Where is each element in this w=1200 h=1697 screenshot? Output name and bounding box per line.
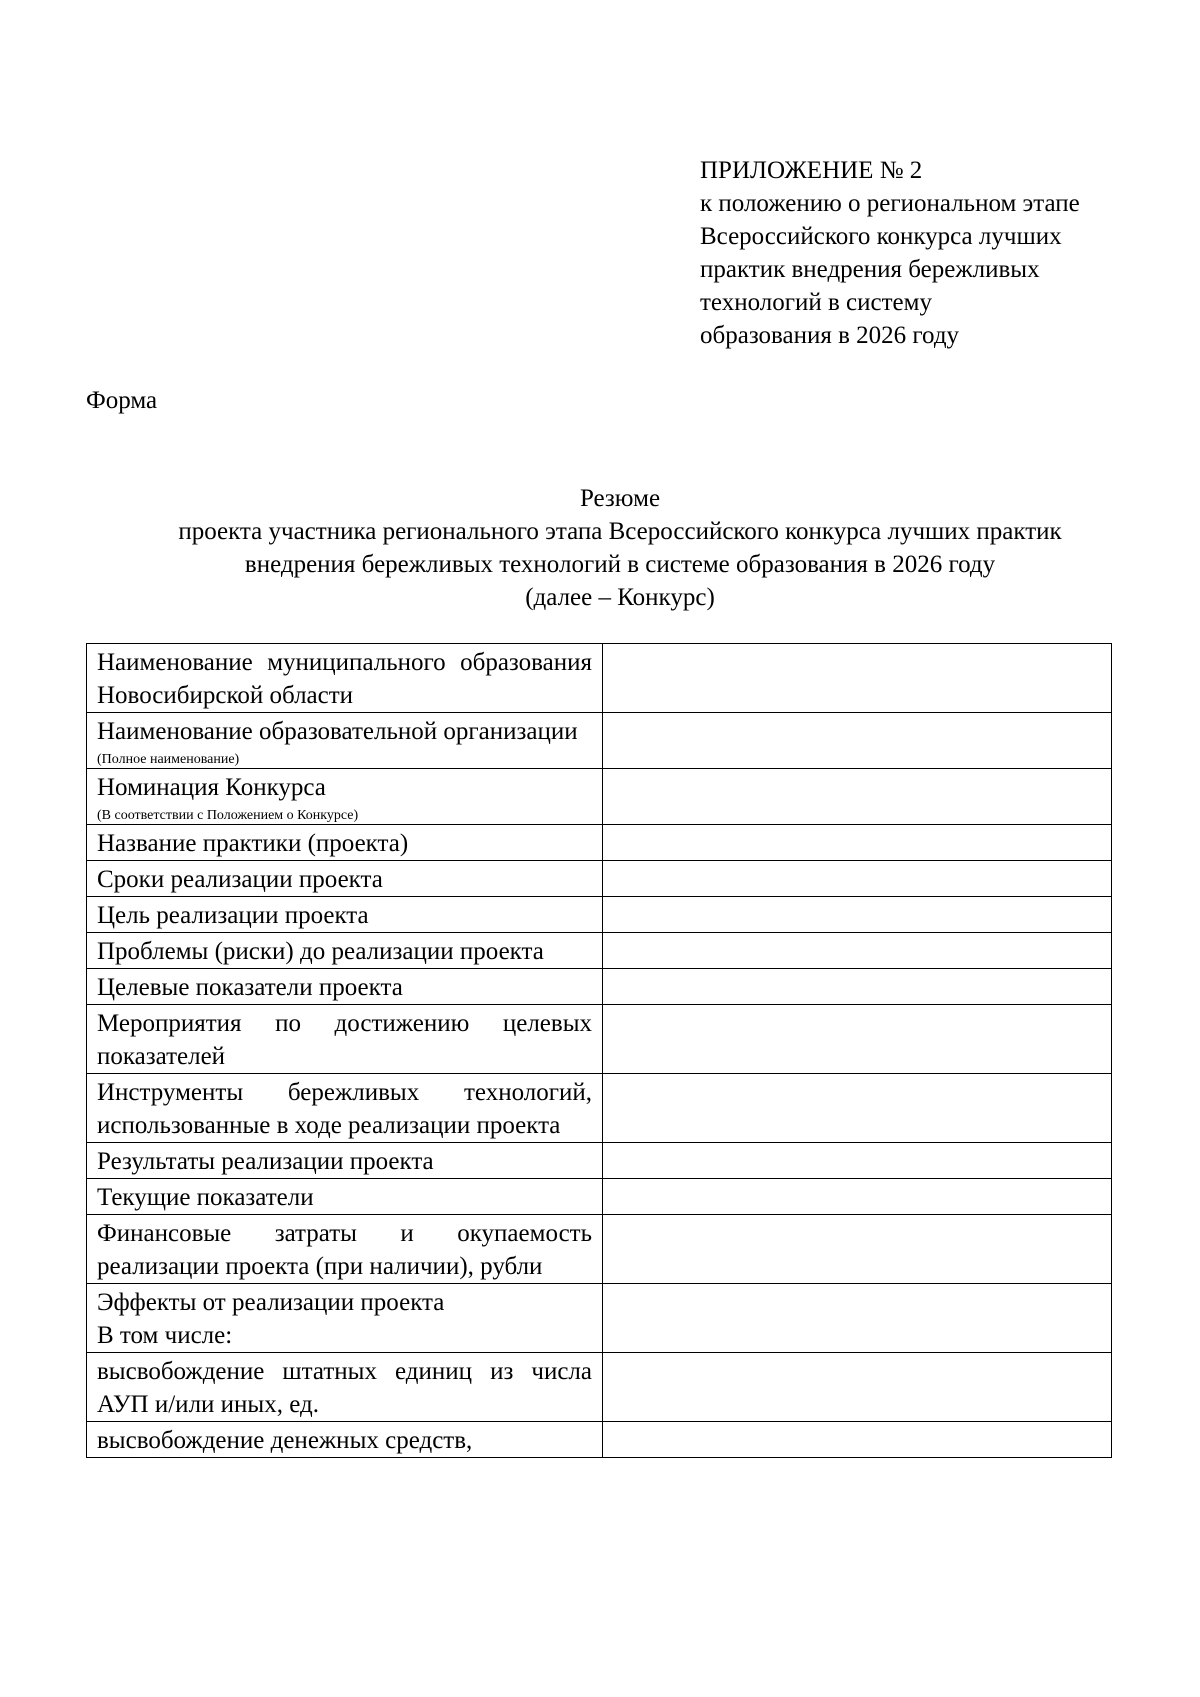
table-row xyxy=(87,933,1112,969)
table-row xyxy=(87,1284,1112,1353)
appendix-text-line: к положению о региональном этапе xyxy=(700,190,1080,217)
table-row xyxy=(87,1215,1112,1284)
row-label-text: Мероприятия по достижению целевых показателей xyxy=(97,1010,592,1070)
title-line: (далее – Конкурс) xyxy=(525,584,715,611)
table-row xyxy=(87,897,1112,933)
row-value-field[interactable] xyxy=(603,713,1112,769)
form-label: Форма xyxy=(86,387,158,414)
row-value-field[interactable] xyxy=(603,1215,1112,1284)
row-note: (Полное наименование) xyxy=(97,752,240,767)
table-row xyxy=(87,713,1112,769)
table-row xyxy=(87,1422,1112,1458)
row-sub-label: В том числе: xyxy=(97,1322,233,1349)
table-row xyxy=(87,861,1112,897)
title-line: внедрения бережливых технологий в системе образования в 2026 году xyxy=(244,551,996,578)
row-label-text: высвобождение денежных средств, xyxy=(97,1427,473,1454)
row-label-text: Наименование образовательной организации xyxy=(97,718,578,745)
row-label xyxy=(87,861,603,897)
row-label xyxy=(87,897,603,933)
row-label-text: Эффекты от реализации проекта xyxy=(97,1289,445,1316)
resume-table xyxy=(86,643,1112,1458)
row-label xyxy=(87,1422,603,1458)
row-value-field[interactable] xyxy=(603,1284,1112,1353)
row-label xyxy=(87,825,603,861)
row-value-field[interactable] xyxy=(603,1179,1112,1215)
appendix-text-line: практик внедрения бережливых xyxy=(700,256,1040,283)
table-row xyxy=(87,1074,1112,1143)
row-label-text: Наименование муниципального образования Новосибирской области xyxy=(97,649,592,709)
row-note: (В соответствии с Положением о Конкурсе) xyxy=(97,808,359,823)
row-value-field[interactable] xyxy=(603,1074,1112,1143)
row-value-field[interactable] xyxy=(603,1422,1112,1458)
appendix-text-line: технологий в систему xyxy=(700,289,932,316)
table-row xyxy=(87,1005,1112,1074)
row-value-field[interactable] xyxy=(603,769,1112,825)
table-row xyxy=(87,825,1112,861)
appendix-header xyxy=(700,154,1170,352)
row-value-field[interactable] xyxy=(603,933,1112,969)
row-label-text: Текущие показатели xyxy=(97,1184,314,1211)
row-value-field[interactable] xyxy=(603,1005,1112,1074)
row-label-text: Результаты реализации проекта xyxy=(97,1148,434,1175)
row-label xyxy=(87,769,603,825)
table-row xyxy=(87,769,1112,825)
row-label xyxy=(87,1284,603,1353)
title-line: проекта участника регионального этапа Всероссийского конкурса лучших практик xyxy=(178,518,1062,545)
row-label-text: Номинация Конкурса xyxy=(97,774,326,801)
table-row xyxy=(87,644,1112,713)
row-label xyxy=(87,1353,603,1422)
row-label xyxy=(87,1215,603,1284)
row-label xyxy=(87,933,603,969)
row-value-field[interactable] xyxy=(603,825,1112,861)
row-label xyxy=(87,1179,603,1215)
document-title xyxy=(60,482,1180,614)
row-value-field[interactable] xyxy=(603,644,1112,713)
row-label xyxy=(87,644,603,713)
row-label-text: Проблемы (риски) до реализации проекта xyxy=(97,938,544,965)
row-label xyxy=(87,1005,603,1074)
table-row xyxy=(87,1179,1112,1215)
appendix-text-line: Всероссийского конкурса лучших xyxy=(700,223,1062,250)
row-value-field[interactable] xyxy=(603,1353,1112,1422)
row-label xyxy=(87,1143,603,1179)
row-label-text: Инструменты бережливых технологий, использованные в ходе реализации проекта xyxy=(97,1079,592,1139)
table-row xyxy=(87,969,1112,1005)
row-label-text: Финансовые затраты и окупаемость реализации проекта (при наличии), рубли xyxy=(97,1220,592,1280)
row-value-field[interactable] xyxy=(603,861,1112,897)
row-label xyxy=(87,713,603,769)
table-row xyxy=(87,1353,1112,1422)
appendix-number: ПРИЛОЖЕНИЕ № 2 xyxy=(700,157,923,184)
row-value-field[interactable] xyxy=(603,897,1112,933)
table-row xyxy=(87,1143,1112,1179)
title-heading: Резюме xyxy=(579,485,661,512)
row-value-field[interactable] xyxy=(603,1143,1112,1179)
row-label xyxy=(87,1074,603,1143)
row-label-text: высвобождение штатных единиц из числа АУП и/или иных, ед. xyxy=(97,1358,592,1418)
row-label-text: Цель реализации проекта xyxy=(97,902,369,929)
row-label xyxy=(87,969,603,1005)
row-label-text: Целевые показатели проекта xyxy=(97,974,403,1001)
appendix-text-line: образования в 2026 году xyxy=(700,322,960,349)
row-value-field[interactable] xyxy=(603,969,1112,1005)
row-label-text: Название практики (проекта) xyxy=(97,830,409,857)
row-label-text: Сроки реализации проекта xyxy=(97,866,383,893)
